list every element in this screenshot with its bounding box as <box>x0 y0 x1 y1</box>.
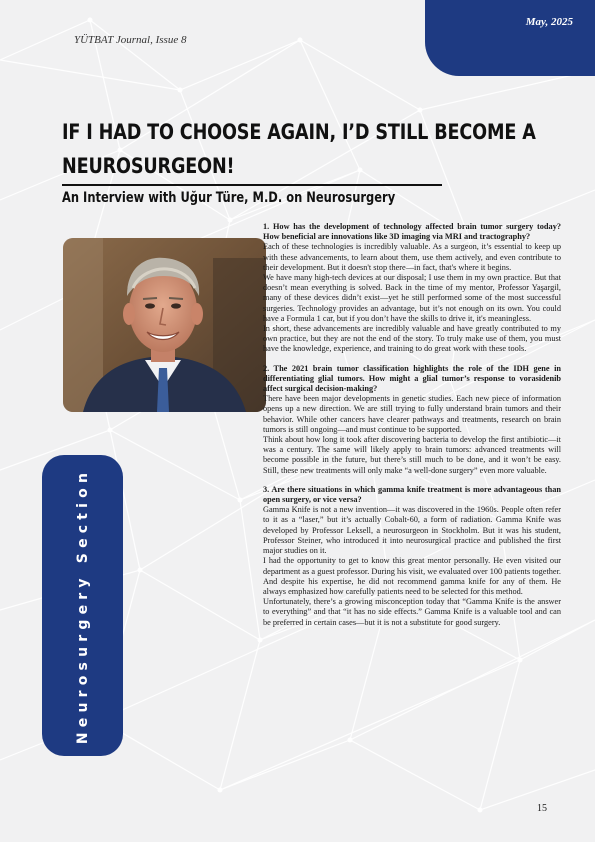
section-tab <box>42 455 123 756</box>
answer-1-paragraph: We have many high-tech devices at our disposal; I use them in my own practice. But that doesn’t mean everything is solved. Back in the time of my mentor, Professor Yaşargil, many of these devices didn’t exist—yet he still performed some of the most successful surgeries. Technology provides an advantage, but it’s not enough on its own. You could have a Formula 1 car, but if you don’t have the skills to drive it, it's meaningless. <box>263 273 561 323</box>
section-label: Neurosurgery Section <box>74 467 91 744</box>
article-title-line-1: IF I HAD TO CHOOSE AGAIN, I’D STILL BECOME A <box>62 120 536 145</box>
title-underline <box>62 184 442 186</box>
question-1: 1. How has the development of technology affected brain tumor surgery today? How beneficial are innovations like 3D imaging via MRI and tractography? <box>263 222 561 242</box>
journal-name: YÜTBAT Journal, Issue 8 <box>74 34 187 46</box>
answer-1-paragraph: Each of these technologies is incredibly valuable. As a surgeon, it’s essential to keep up with these advancements, to learn about them, use them actively, and even contribute to their development. But it doesn't stop there—in fact, that's where it begins. <box>263 242 561 272</box>
article-subtitle: An Interview with Uğur Türe, M.D. on Neurosurgery <box>62 190 396 206</box>
answer-2-paragraph: Think about how long it took after discovering bacteria to develop the first antibiotic—it was a century. The same will likely apply to brain tumors: advanced treatments will become possible in the future, but there’s still much to be done, and it won’t be easy. Still, these new treatments will only make “a well-done surgery” even more valuable. <box>263 435 561 475</box>
portrait-photo <box>63 238 266 412</box>
answer-1-paragraph: In short, these advancements are incredibly valuable and have greatly contributed to my own practice, but they are not the end of the story. To truly make use of them, you must have the knowledge, experience, and training to do great work with these tools. <box>263 324 561 354</box>
interview-body <box>263 222 561 628</box>
answer-3-paragraph: Gamma Knife is not a new invention—it was discovered in the 1960s. People often refer to it as a “laser,” but it’s actually Cobalt-60, a form of radiation. Gamma Knife was developed by Professor Leksell, a neurosurgeon in Stockholm. But it was his student, Professor Steiner, who introduced it into neurosurgical practice and published the first major studies on it. <box>263 505 561 556</box>
date-tab <box>425 0 595 76</box>
question-3: 3. Are there situations in which gamma knife treatment is more advantageous than open surgery, or vice versa? <box>263 484 561 505</box>
answer-3-paragraph: I had the opportunity to get to know this great mentor personally. He even visited our department as a guest professor. During his visit, we evaluated over 100 patients together. And despite his expertise, he did not recommend gamma knife for any of them. He always emphasized how carefully patients need to be selected for this method. <box>263 556 561 596</box>
article-title-line-2: NEUROSURGEON! <box>62 154 235 179</box>
issue-date: May, 2025 <box>525 16 573 28</box>
answer-3-paragraph: Unfortunately, there’s a growing misconception today that “Gamma Knife is the answer to everything” and that “it has no side effects.” Gamma Knife is a valuable tool and can be preferred in certain cases—but it is not a substitute for good surgery. <box>263 597 561 627</box>
article-title <box>62 116 536 184</box>
page-number: 15 <box>537 803 547 814</box>
question-2: 2. The 2021 brain tumor classification highlights the role of the IDH gene in differentiating glial tumors. How might a glial tumor’s response to vorasidenib affect surgical decision-making? <box>263 363 561 394</box>
answer-2-paragraph: There have been major developments in genetic studies. Each new piece of information opens up a new direction. We are still trying to fully understand brain tumors and their behavior. While other cancers have clearer pathways and treatments, research on brain tumors is still ongoing—and must continue to be supported. <box>263 394 561 434</box>
